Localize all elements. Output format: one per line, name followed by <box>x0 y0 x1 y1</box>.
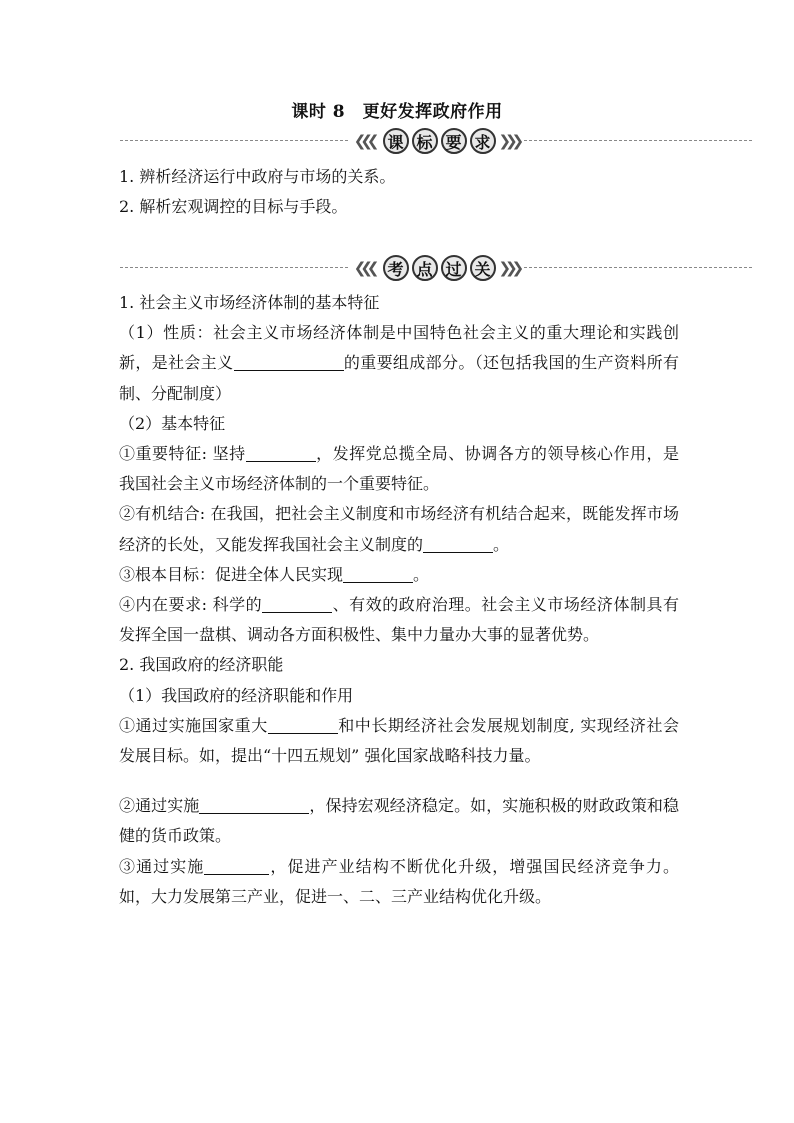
chevron-left-icon: ❮❮❮ <box>353 259 374 277</box>
paragraph-nature: （1）性质：社会主义市场经济体制是中国特色社会主义的重大理论和实践创新，是社会主义 的重要组成部分。（还包括我国的生产资料所有制、分配制度） <box>119 323 679 403</box>
paragraph-function-2: ②通过实施 ，保持宏观经济稳定。如，实施积极的财政政策和稳健的货币政策。 <box>119 791 679 851</box>
chevron-right-icon: ❯❯❯ <box>498 132 519 150</box>
banner-char: 点 <box>412 255 438 281</box>
key-points-body <box>119 288 679 912</box>
banner-char: 标 <box>412 128 438 154</box>
paragraph-feature-1: ①重要特征: 坚持 ，发挥党总揽全局、协调各方的领导核心作用，是我国社会主义市场经济体制的一个重要特征。 <box>119 439 679 499</box>
lesson-title: 课时 8 更好发挥政府作用 <box>291 102 503 122</box>
paragraph-feature-3: ③根本目标：促进全体人民实现 。 <box>119 560 679 590</box>
subheading-features: （2）基本特征 <box>119 413 226 433</box>
dashed-divider-right <box>524 140 752 141</box>
curriculum-requirements-banner <box>120 124 752 158</box>
dashed-divider-left <box>120 140 348 141</box>
banner-center <box>350 251 522 285</box>
paragraph-feature-4: ④内在要求: 科学的 、有效的政府治理。社会主义市场经济体制具有发挥全国一盘棋、调动各方面积极性、集中力量办大事的显著优势。 <box>119 590 679 650</box>
fill-blank <box>246 441 316 462</box>
banner-center <box>350 124 522 158</box>
dashed-divider-right <box>524 267 752 268</box>
requirement-item: 2. 解析宏观调控的目标与手段。 <box>119 197 348 217</box>
banner-char: 要 <box>441 128 467 154</box>
banner-char: 关 <box>470 255 496 281</box>
fill-blank <box>204 854 269 875</box>
paragraph-function-1: ①通过实施国家重大 和中长期经济社会发展规划制度, 实现经济社会发展目标。如，提出“十四五规划” 强化国家战略科技力量。 <box>119 711 679 771</box>
fill-blank <box>262 592 332 613</box>
fill-blank <box>199 793 309 814</box>
chevron-right-icon: ❯❯❯ <box>498 259 519 277</box>
section-heading: 2. 我国政府的经济职能 <box>119 655 284 675</box>
paragraph-feature-2: ②有机结合: 在我国，把社会主义制度和市场经济有机结合起来，既能发挥市场经济的长处，又能发挥我国社会主义制度的 。 <box>119 504 679 554</box>
fill-blank <box>268 713 338 734</box>
chevron-left-icon: ❮❮❮ <box>353 132 374 150</box>
requirements-list <box>119 162 679 222</box>
section-heading: 1. 社会主义市场经济体制的基本特征 <box>119 293 380 312</box>
subheading-functions: （1）我国政府的经济职能和作用 <box>119 685 354 705</box>
fill-blank <box>423 532 493 553</box>
fill-blank <box>234 350 344 371</box>
fill-blank <box>343 562 413 583</box>
requirement-item: 1. 辨析经济运行中政府与市场的关系。 <box>119 167 396 186</box>
dashed-divider-left <box>120 267 348 268</box>
banner-char: 考 <box>383 255 409 281</box>
banner-char: 过 <box>441 255 467 281</box>
paragraph-function-3: ③通过实施 ，促进产业结构不断优化升级，增强国民经济竞争力。如，大力发展第三产业，促进一、二、三产业结构优化升级。 <box>119 852 679 912</box>
banner-char: 课 <box>383 128 409 154</box>
banner-char: 求 <box>470 128 496 154</box>
key-points-banner <box>120 251 752 285</box>
